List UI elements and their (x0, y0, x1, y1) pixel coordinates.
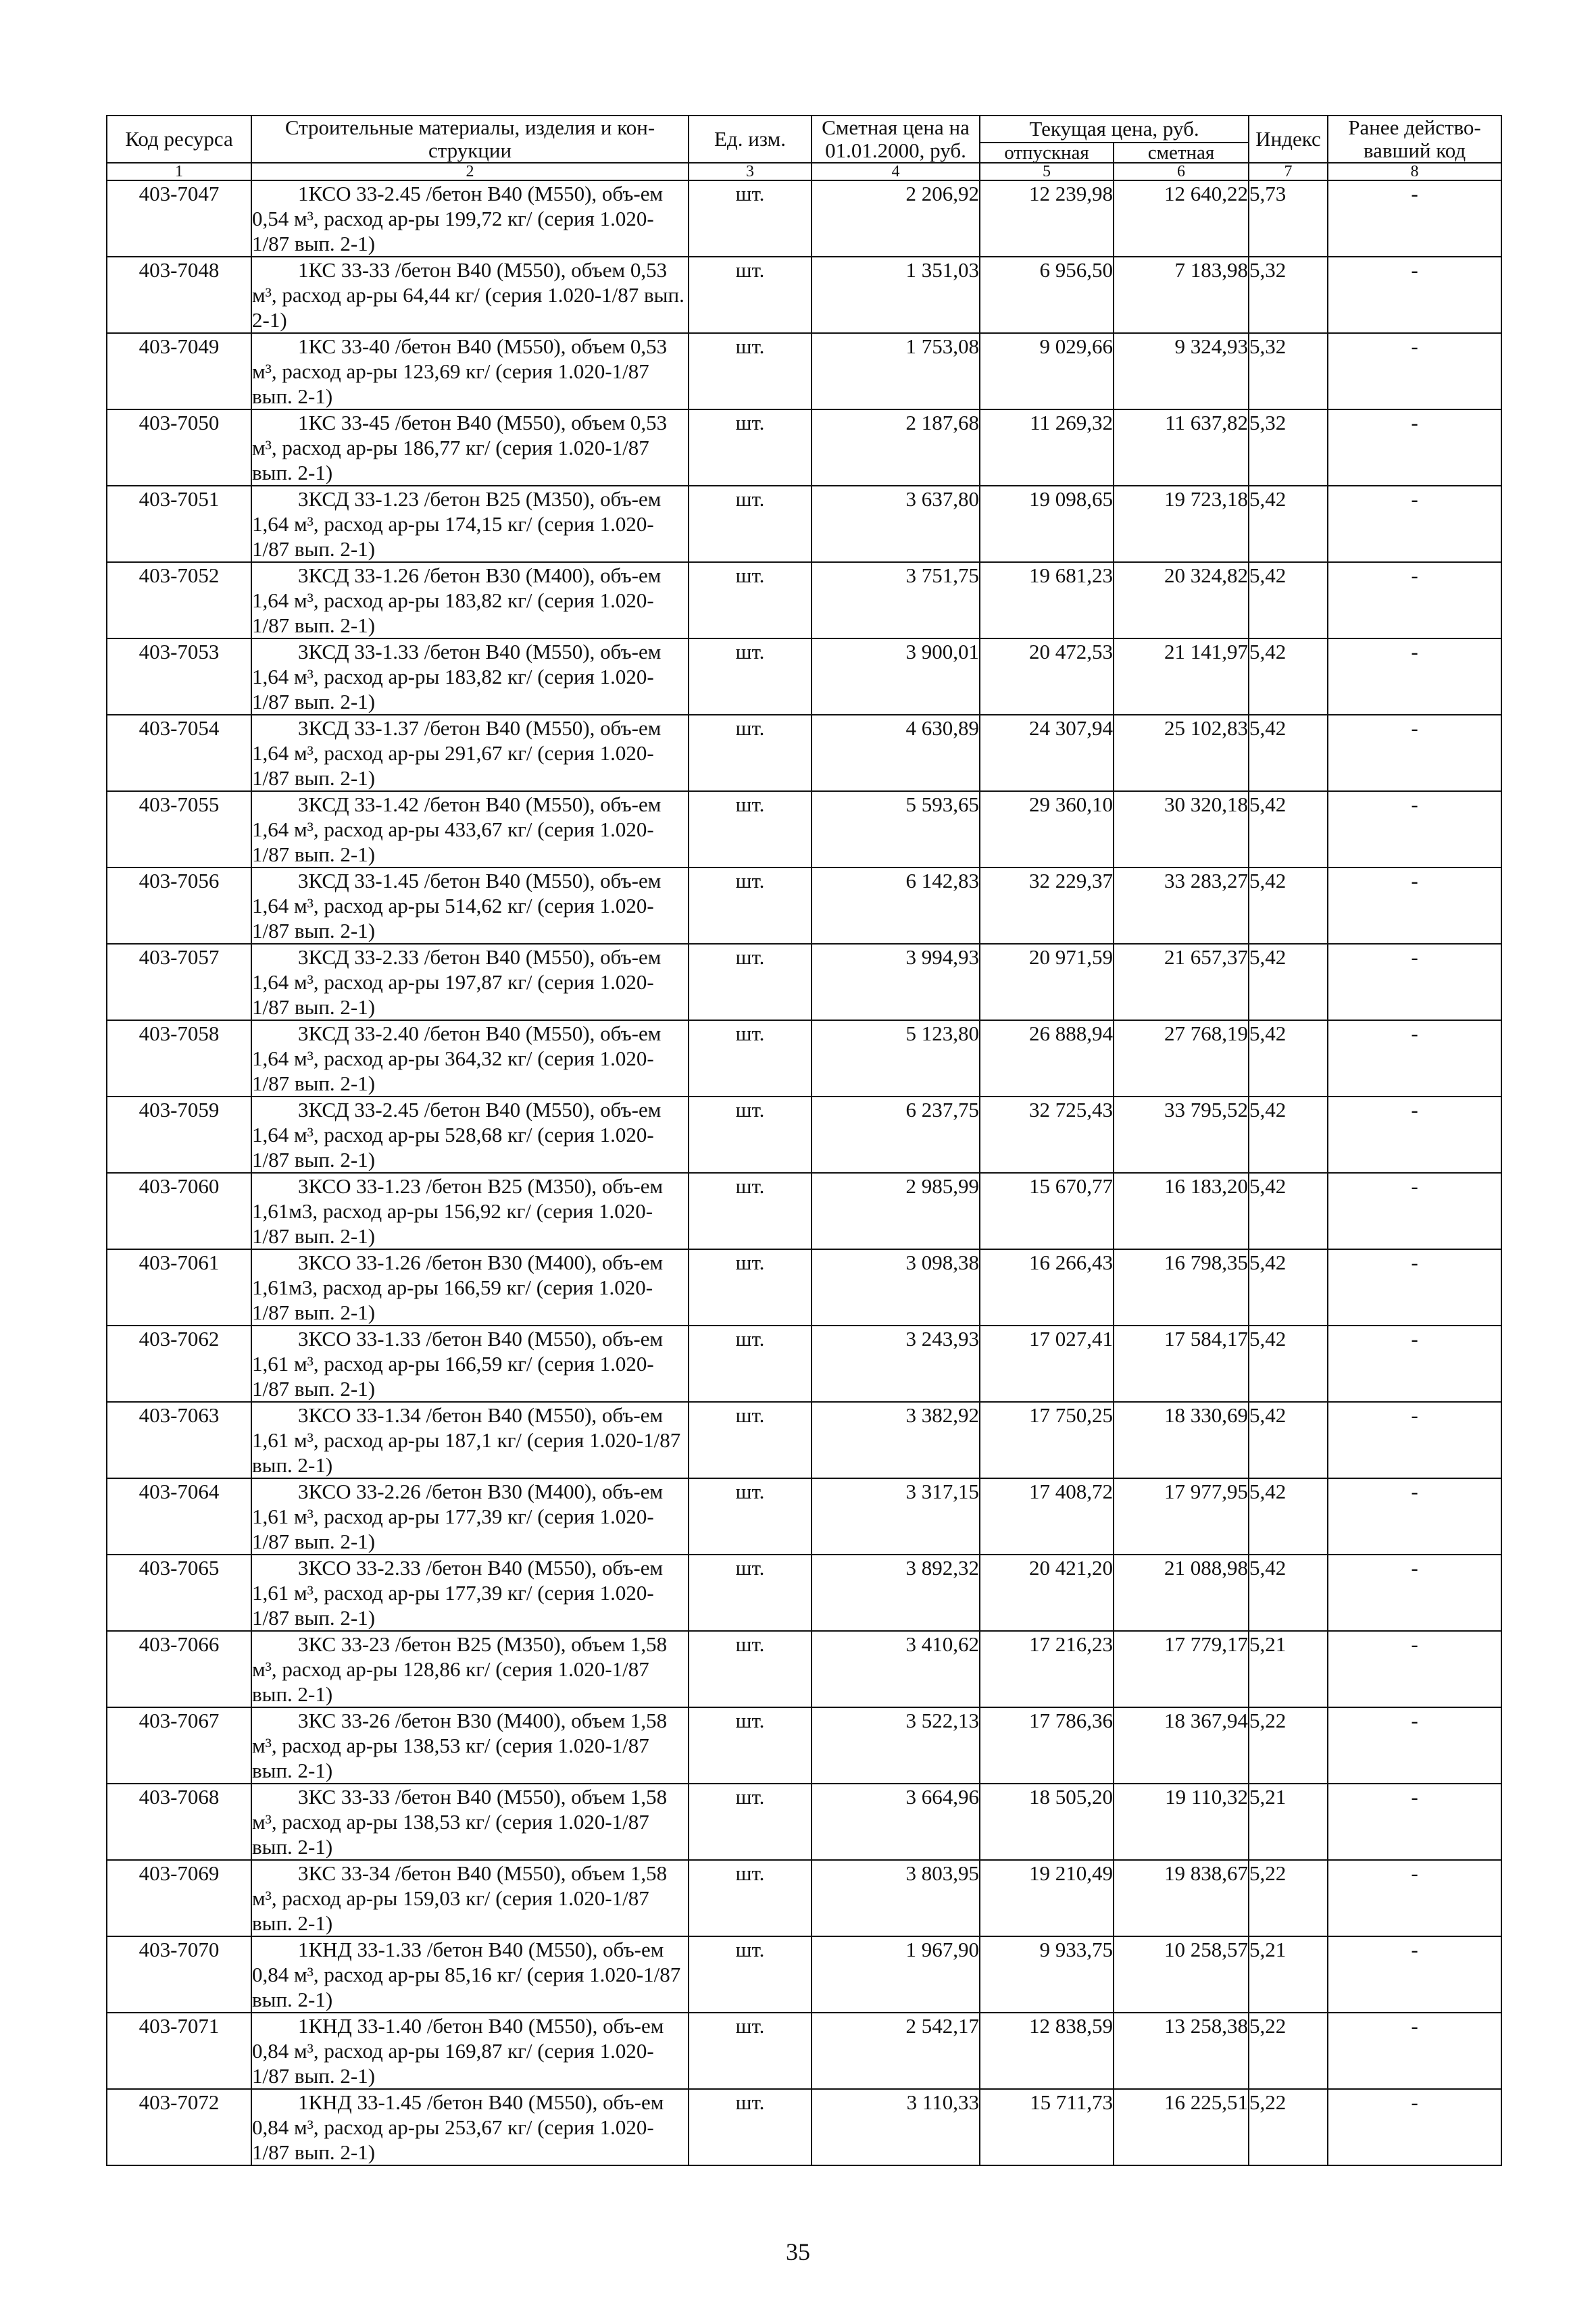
unit-of-measure: шт. (689, 1784, 812, 1860)
unit-of-measure: шт. (689, 1478, 812, 1555)
unit-of-measure: шт. (689, 791, 812, 867)
material-description: 1КСО 33-2.45 /бетон В40 (М550), объ-ем 0,54 м³, расход ар-ры 199,72 кг/ (серия 1.020-1/87 вып. 2-1) (251, 180, 689, 257)
material-description: 3КС 33-23 /бетон В25 (М350), объем 1,58 м³, расход ар-ры 128,86 кг/ (серия 1.020-1/87 вып. 2-1) (251, 1631, 689, 1707)
resource-code: 403-7051 (107, 486, 251, 562)
material-description: 3КСО 33-1.33 /бетон В40 (М550), объ-ем 1,61 м³, расход ар-ры 166,59 кг/ (серия 1.020-1/87 вып. 2-1) (251, 1326, 689, 1402)
base-price: 2 985,99 (812, 1173, 980, 1249)
unit-of-measure: шт. (689, 1707, 812, 1784)
price-index: 5,22 (1249, 2013, 1328, 2089)
price-index: 5,32 (1249, 333, 1328, 409)
material-description: 3КСД 33-1.33 /бетон В40 (М550), объ-ем 1,64 м³, расход ар-ры 183,82 кг/ (серия 1.020-1/87 вып. 2-1) (251, 638, 689, 715)
material-description: 3КС 33-26 /бетон В30 (М400), объем 1,58 м³, расход ар-ры 138,53 кг/ (серия 1.020-1/87 вып. 2-1) (251, 1707, 689, 1784)
previous-code: - (1328, 486, 1501, 562)
estimate-price: 12 640,22 (1114, 180, 1249, 257)
estimate-price: 10 258,57 (1114, 1936, 1249, 2013)
release-price: 9 933,75 (980, 1936, 1114, 2013)
table-row (107, 257, 1501, 333)
resource-code: 403-7060 (107, 1173, 251, 1249)
release-price: 11 269,32 (980, 409, 1114, 486)
previous-code: - (1328, 409, 1501, 486)
base-price: 3 664,96 (812, 1784, 980, 1860)
unit-of-measure: шт. (689, 1555, 812, 1631)
base-price: 3 382,92 (812, 1402, 980, 1478)
price-index: 5,42 (1249, 1402, 1328, 1478)
table-row (107, 486, 1501, 562)
unit-of-measure: шт. (689, 257, 812, 333)
release-price: 24 307,94 (980, 715, 1114, 791)
material-description: 1КС 33-45 /бетон В40 (М550), объем 0,53 м³, расход ар-ры 186,77 кг/ (серия 1.020-1/87 вып. 2-1) (251, 409, 689, 486)
base-price: 2 187,68 (812, 409, 980, 486)
unit-of-measure: шт. (689, 1402, 812, 1478)
release-price: 26 888,94 (980, 1020, 1114, 1097)
table-row (107, 1326, 1501, 1402)
table-row (107, 1249, 1501, 1326)
resource-code: 403-7065 (107, 1555, 251, 1631)
base-price: 3 751,75 (812, 562, 980, 638)
price-index: 5,42 (1249, 944, 1328, 1020)
resource-code: 403-7061 (107, 1249, 251, 1326)
material-description: 3КС 33-34 /бетон В40 (М550), объем 1,58 м³, расход ар-ры 159,03 кг/ (серия 1.020-1/87 вып. 2-1) (251, 1860, 689, 1936)
estimate-price: 16 798,35 (1114, 1249, 1249, 1326)
unit-of-measure: шт. (689, 1631, 812, 1707)
material-description: 3КСО 33-2.33 /бетон В40 (М550), объ-ем 1,61 м³, расход ар-ры 177,39 кг/ (серия 1.020-1/87 вып. 2-1) (251, 1555, 689, 1631)
estimate-price: 21 657,37 (1114, 944, 1249, 1020)
base-price: 1 967,90 (812, 1936, 980, 2013)
column-number: 1 (107, 163, 251, 180)
base-price: 3 410,62 (812, 1631, 980, 1707)
material-description: 3КСД 33-1.45 /бетон В40 (М550), объ-ем 1,64 м³, расход ар-ры 514,62 кг/ (серия 1.020-1/87 вып. 2-1) (251, 867, 689, 944)
previous-code: - (1328, 1936, 1501, 2013)
previous-code: - (1328, 1326, 1501, 1402)
base-price: 3 892,32 (812, 1555, 980, 1631)
previous-code: - (1328, 333, 1501, 409)
price-index: 5,21 (1249, 1784, 1328, 1860)
estimate-price: 7 183,98 (1114, 257, 1249, 333)
unit-of-measure: шт. (689, 333, 812, 409)
table-row (107, 1860, 1501, 1936)
release-price: 32 229,37 (980, 867, 1114, 944)
release-price: 20 472,53 (980, 638, 1114, 715)
material-description: 1КНД 33-1.45 /бетон В40 (М550), объ-ем 0,84 м³, расход ар-ры 253,67 кг/ (серия 1.020-1/87 вып. 2-1) (251, 2089, 689, 2165)
unit-of-measure: шт. (689, 2013, 812, 2089)
release-price: 15 670,77 (980, 1173, 1114, 1249)
resource-code: 403-7066 (107, 1631, 251, 1707)
header-release-price: отпускная (980, 143, 1114, 163)
previous-code: - (1328, 1631, 1501, 1707)
table-row (107, 1097, 1501, 1173)
previous-code: - (1328, 715, 1501, 791)
table-row (107, 1173, 1501, 1249)
resource-code: 403-7063 (107, 1402, 251, 1478)
table-row (107, 1402, 1501, 1478)
previous-code: - (1328, 1478, 1501, 1555)
material-description: 3КСО 33-2.26 /бетон В30 (М400), объ-ем 1,61 м³, расход ар-ры 177,39 кг/ (серия 1.020-1/87 вып. 2-1) (251, 1478, 689, 1555)
previous-code: - (1328, 944, 1501, 1020)
resource-code: 403-7047 (107, 180, 251, 257)
resource-code: 403-7053 (107, 638, 251, 715)
unit-of-measure: шт. (689, 1097, 812, 1173)
base-price: 3 243,93 (812, 1326, 980, 1402)
material-description: 3КСД 33-2.45 /бетон В40 (М550), объ-ем 1,64 м³, расход ар-ры 528,68 кг/ (серия 1.020-1/87 вып. 2-1) (251, 1097, 689, 1173)
price-index: 5,32 (1249, 409, 1328, 486)
price-index: 5,42 (1249, 791, 1328, 867)
base-price: 2 542,17 (812, 2013, 980, 2089)
resource-code: 403-7059 (107, 1097, 251, 1173)
material-description: 3КСО 33-1.34 /бетон В40 (М550), объ-ем 1,61 м³, расход ар-ры 187,1 кг/ (серия 1.020-1/87 вып. 2-1) (251, 1402, 689, 1478)
resource-code: 403-7069 (107, 1860, 251, 1936)
release-price: 20 421,20 (980, 1555, 1114, 1631)
estimate-price: 19 110,32 (1114, 1784, 1249, 1860)
estimate-price: 18 330,69 (1114, 1402, 1249, 1478)
release-price: 20 971,59 (980, 944, 1114, 1020)
estimate-price: 21 141,97 (1114, 638, 1249, 715)
material-description: 3КСД 33-1.37 /бетон В40 (М550), объ-ем 1,64 м³, расход ар-ры 291,67 кг/ (серия 1.020-1/87 вып. 2-1) (251, 715, 689, 791)
previous-code: - (1328, 562, 1501, 638)
resource-code: 403-7070 (107, 1936, 251, 2013)
material-description: 1КС 33-40 /бетон В40 (М550), объем 0,53 м³, расход ар-ры 123,69 кг/ (серия 1.020-1/87 вып. 2-1) (251, 333, 689, 409)
resource-code: 403-7067 (107, 1707, 251, 1784)
price-index: 5,42 (1249, 1249, 1328, 1326)
previous-code: - (1328, 1707, 1501, 1784)
unit-of-measure: шт. (689, 867, 812, 944)
material-description: 3КСД 33-2.40 /бетон В40 (М550), объ-ем 1,64 м³, расход ар-ры 364,32 кг/ (серия 1.020-1/87 вып. 2-1) (251, 1020, 689, 1097)
previous-code: - (1328, 1860, 1501, 1936)
release-price: 12 239,98 (980, 180, 1114, 257)
resource-code: 403-7062 (107, 1326, 251, 1402)
price-index: 5,42 (1249, 867, 1328, 944)
header-current-price: Текущая цена, руб. (980, 116, 1249, 143)
previous-code: - (1328, 791, 1501, 867)
release-price: 17 027,41 (980, 1326, 1114, 1402)
unit-of-measure: шт. (689, 1249, 812, 1326)
table-row (107, 1020, 1501, 1097)
table-row (107, 1631, 1501, 1707)
unit-of-measure: шт. (689, 1173, 812, 1249)
resource-code: 403-7057 (107, 944, 251, 1020)
previous-code: - (1328, 1249, 1501, 1326)
estimate-price: 19 838,67 (1114, 1860, 1249, 1936)
estimate-price: 20 324,82 (1114, 562, 1249, 638)
table-row (107, 1478, 1501, 1555)
previous-code: - (1328, 1020, 1501, 1097)
material-description: 3КС 33-33 /бетон В40 (М550), объем 1,58 м³, расход ар-ры 138,53 кг/ (серия 1.020-1/87 вып. 2-1) (251, 1784, 689, 1860)
table-row (107, 867, 1501, 944)
release-price: 15 711,73 (980, 2089, 1114, 2165)
price-index: 5,42 (1249, 1326, 1328, 1402)
table-row (107, 1555, 1501, 1631)
table-row (107, 791, 1501, 867)
material-description: 3КСД 33-1.23 /бетон В25 (М350), объ-ем 1,64 м³, расход ар-ры 174,15 кг/ (серия 1.020-1/87 вып. 2-1) (251, 486, 689, 562)
previous-code: - (1328, 257, 1501, 333)
previous-code: - (1328, 867, 1501, 944)
base-price: 6 237,75 (812, 1097, 980, 1173)
price-index: 5,22 (1249, 2089, 1328, 2165)
table-row (107, 562, 1501, 638)
previous-code: - (1328, 2013, 1501, 2089)
base-price: 3 637,80 (812, 486, 980, 562)
release-price: 9 029,66 (980, 333, 1114, 409)
price-index: 5,42 (1249, 715, 1328, 791)
estimate-price: 17 779,17 (1114, 1631, 1249, 1707)
base-price: 3 900,01 (812, 638, 980, 715)
table-row (107, 1936, 1501, 2013)
release-price: 19 681,23 (980, 562, 1114, 638)
table-row (107, 715, 1501, 791)
base-price: 3 317,15 (812, 1478, 980, 1555)
release-price: 19 098,65 (980, 486, 1114, 562)
base-price: 5 123,80 (812, 1020, 980, 1097)
base-price: 1 753,08 (812, 333, 980, 409)
unit-of-measure: шт. (689, 486, 812, 562)
estimate-price: 33 283,27 (1114, 867, 1249, 944)
column-number: 4 (812, 163, 980, 180)
unit-of-measure: шт. (689, 2089, 812, 2165)
price-index: 5,22 (1249, 1860, 1328, 1936)
price-index: 5,42 (1249, 1555, 1328, 1631)
table-body (107, 180, 1501, 2165)
base-price: 6 142,83 (812, 867, 980, 944)
estimate-price: 11 637,82 (1114, 409, 1249, 486)
release-price: 17 216,23 (980, 1631, 1114, 1707)
table-row (107, 1784, 1501, 1860)
resource-code: 403-7050 (107, 409, 251, 486)
price-index: 5,42 (1249, 1173, 1328, 1249)
previous-code: - (1328, 638, 1501, 715)
previous-code: - (1328, 1784, 1501, 1860)
column-number: 8 (1328, 163, 1501, 180)
unit-of-measure: шт. (689, 1936, 812, 2013)
release-price: 17 750,25 (980, 1402, 1114, 1478)
base-price: 3 522,13 (812, 1707, 980, 1784)
previous-code: - (1328, 1097, 1501, 1173)
release-price: 12 838,59 (980, 2013, 1114, 2089)
previous-code: - (1328, 2089, 1501, 2165)
table-row (107, 2089, 1501, 2165)
price-index: 5,42 (1249, 638, 1328, 715)
unit-of-measure: шт. (689, 562, 812, 638)
estimate-price: 27 768,19 (1114, 1020, 1249, 1097)
resource-code: 403-7068 (107, 1784, 251, 1860)
header-estimate-price: сметная (1114, 143, 1249, 163)
estimate-price: 30 320,18 (1114, 791, 1249, 867)
material-description: 3КСО 33-1.23 /бетон В25 (М350), объ-ем 1,61м3, расход ар-ры 156,92 кг/ (серия 1.020-1/87 вып. 2-1) (251, 1173, 689, 1249)
release-price: 6 956,50 (980, 257, 1114, 333)
price-index: 5,22 (1249, 1707, 1328, 1784)
header-base-price: Сметная цена на 01.01.2000, руб. (812, 116, 980, 163)
release-price: 18 505,20 (980, 1784, 1114, 1860)
price-index: 5,21 (1249, 1631, 1328, 1707)
estimate-price: 9 324,93 (1114, 333, 1249, 409)
unit-of-measure: шт. (689, 1020, 812, 1097)
base-price: 3 098,38 (812, 1249, 980, 1326)
price-index: 5,42 (1249, 1478, 1328, 1555)
estimate-price: 21 088,98 (1114, 1555, 1249, 1631)
page-number: 35 (786, 2238, 810, 2265)
estimate-price: 13 258,38 (1114, 2013, 1249, 2089)
unit-of-measure: шт. (689, 409, 812, 486)
previous-code: - (1328, 1402, 1501, 1478)
base-price: 4 630,89 (812, 715, 980, 791)
table-row (107, 944, 1501, 1020)
price-index: 5,21 (1249, 1936, 1328, 2013)
column-number: 3 (689, 163, 812, 180)
column-number: 5 (980, 163, 1114, 180)
header-unit: Ед. изм. (689, 116, 812, 163)
header-materials: Строительные материалы, изделия и кон-струкции (251, 116, 689, 163)
resource-code: 403-7064 (107, 1478, 251, 1555)
estimate-price: 16 183,20 (1114, 1173, 1249, 1249)
estimate-price: 19 723,18 (1114, 486, 1249, 562)
resource-code: 403-7052 (107, 562, 251, 638)
unit-of-measure: шт. (689, 944, 812, 1020)
table-row (107, 1707, 1501, 1784)
base-price: 3 803,95 (812, 1860, 980, 1936)
unit-of-measure: шт. (689, 1326, 812, 1402)
table-row (107, 180, 1501, 257)
price-table (106, 115, 1502, 2166)
resource-code: 403-7056 (107, 867, 251, 944)
price-index: 5,32 (1249, 257, 1328, 333)
material-description: 1КНД 33-1.40 /бетон В40 (М550), объ-ем 0,84 м³, расход ар-ры 169,87 кг/ (серия 1.020-1/87 вып. 2-1) (251, 2013, 689, 2089)
base-price: 5 593,65 (812, 791, 980, 867)
resource-code: 403-7054 (107, 715, 251, 791)
estimate-price: 17 584,17 (1114, 1326, 1249, 1402)
base-price: 3 994,93 (812, 944, 980, 1020)
table-row (107, 333, 1501, 409)
estimate-price: 33 795,52 (1114, 1097, 1249, 1173)
unit-of-measure: шт. (689, 180, 812, 257)
unit-of-measure: шт. (689, 638, 812, 715)
table-row (107, 638, 1501, 715)
base-price: 2 206,92 (812, 180, 980, 257)
material-description: 3КСД 33-1.42 /бетон В40 (М550), объ-ем 1,64 м³, расход ар-ры 433,67 кг/ (серия 1.020-1/87 вып. 2-1) (251, 791, 689, 867)
price-index: 5,73 (1249, 180, 1328, 257)
material-description: 1КНД 33-1.33 /бетон В40 (М550), объ-ем 0,84 м³, расход ар-ры 85,16 кг/ (серия 1.020-1/87 вып. 2-1) (251, 1936, 689, 2013)
release-price: 19 210,49 (980, 1860, 1114, 1936)
column-number: 6 (1114, 163, 1249, 180)
estimate-price: 18 367,94 (1114, 1707, 1249, 1784)
material-description: 3КСД 33-2.33 /бетон В40 (М550), объ-ем 1,64 м³, расход ар-ры 197,87 кг/ (серия 1.020-1/87 вып. 2-1) (251, 944, 689, 1020)
header-index: Индекс (1249, 116, 1328, 163)
previous-code: - (1328, 1173, 1501, 1249)
column-number: 7 (1249, 163, 1328, 180)
previous-code: - (1328, 180, 1501, 257)
header-code: Код ресурса (107, 116, 251, 163)
previous-code: - (1328, 1555, 1501, 1631)
release-price: 17 786,36 (980, 1707, 1114, 1784)
resource-code: 403-7049 (107, 333, 251, 409)
header-prev-code: Ранее действо-вавший код (1328, 116, 1501, 163)
price-index: 5,42 (1249, 1020, 1328, 1097)
release-price: 17 408,72 (980, 1478, 1114, 1555)
unit-of-measure: шт. (689, 1860, 812, 1936)
release-price: 32 725,43 (980, 1097, 1114, 1173)
base-price: 1 351,03 (812, 257, 980, 333)
resource-code: 403-7055 (107, 791, 251, 867)
table-row (107, 409, 1501, 486)
material-description: 3КСО 33-1.26 /бетон В30 (М400), объ-ем 1,61м3, расход ар-ры 166,59 кг/ (серия 1.020-1/87 вып. 2-1) (251, 1249, 689, 1326)
resource-code: 403-7071 (107, 2013, 251, 2089)
estimate-price: 17 977,95 (1114, 1478, 1249, 1555)
material-description: 3КСД 33-1.26 /бетон В30 (М400), объ-ем 1,64 м³, расход ар-ры 183,82 кг/ (серия 1.020-1/87 вып. 2-1) (251, 562, 689, 638)
estimate-price: 25 102,83 (1114, 715, 1249, 791)
resource-code: 403-7048 (107, 257, 251, 333)
price-index: 5,42 (1249, 486, 1328, 562)
resource-code: 403-7058 (107, 1020, 251, 1097)
release-price: 29 360,10 (980, 791, 1114, 867)
column-number: 2 (251, 163, 689, 180)
release-price: 16 266,43 (980, 1249, 1114, 1326)
base-price: 3 110,33 (812, 2089, 980, 2165)
price-index: 5,42 (1249, 1097, 1328, 1173)
estimate-price: 16 225,51 (1114, 2089, 1249, 2165)
material-description: 1КС 33-33 /бетон В40 (М550), объем 0,53 м³, расход ар-ры 64,44 кг/ (серия 1.020-1/87 вып. 2-1) (251, 257, 689, 333)
price-index: 5,42 (1249, 562, 1328, 638)
unit-of-measure: шт. (689, 715, 812, 791)
resource-code: 403-7072 (107, 2089, 251, 2165)
table-row (107, 2013, 1501, 2089)
